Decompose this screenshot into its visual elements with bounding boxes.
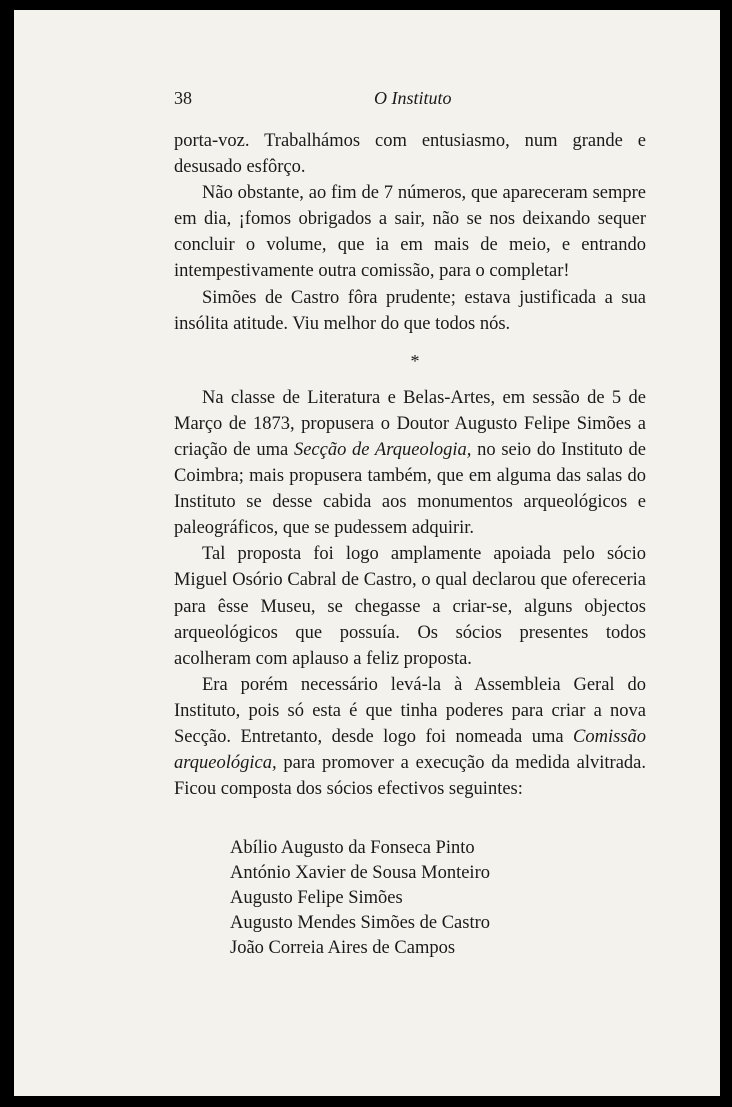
paragraph-5: Tal proposta foi logo amplamente apoiada pelo sócio Miguel Osório Cabral de Castro, o qual declarou que ofereceria para êsse Museu, se chegasse a criar-se, alguns objectos arqueológicos que possuía. Os sócios presentes todos acolheram com aplauso a feliz proposta. bbox=[174, 544, 646, 669]
commission-members-list bbox=[230, 836, 646, 961]
paragraph-1: porta-voz. Trabalhámos com entusiasmo, num grande e desusado esfôrço. bbox=[174, 131, 646, 178]
paragraph-6 bbox=[174, 672, 646, 802]
paragraph-6-text-a: Era porém necessário levá-la à Assembleia Geral do Instituto, pois só esta é que tinha poderes para criar a nova Secção. Entretanto, desde logo foi nomeada uma bbox=[174, 674, 646, 747]
paragraph-3: Simões de Castro fôra prudente; estava justificada a sua insólita atitude. Viu melhor do que todos nós. bbox=[174, 287, 646, 334]
member-item: Augusto Felipe Simões bbox=[230, 888, 403, 909]
book-page bbox=[14, 10, 720, 1096]
member-item: António Xavier de Sousa Monteiro bbox=[230, 863, 490, 884]
paragraph-6-italic: Comissão arqueológica, bbox=[174, 726, 646, 774]
page-number: 38 bbox=[174, 88, 192, 108]
running-title: O Instituto bbox=[374, 88, 452, 108]
paragraph-4-italic: Secção de Arqueologia, bbox=[293, 439, 472, 460]
section-separator-asterisk: * bbox=[410, 350, 420, 371]
paragraph-6-text-b: para promover a execução da medida alvitrada. Ficou composta dos sócios efectivos seguintes: bbox=[174, 753, 646, 800]
paragraph-4-text-a: Na classe de Literatura e Belas-Artes, em sessão de 5 de Março de 1873, propusera o Doutor Augusto Felipe Simões a criação de uma bbox=[174, 387, 646, 460]
page-header bbox=[174, 88, 646, 112]
paragraph-2: Não obstante, ao fim de 7 números, que apareceram sempre em dia, ¡fomos obrigados a sair, não se nos deixando sequer concluir o volume, que ia em mais de meio, e entrando intempestivamente outra comissão, para o completar! bbox=[174, 183, 646, 282]
paragraph-4-text-b: no seio do Instituto de Coimbra; mais propusera também, que em alguma das salas do Instituto se desse cabida aos monumentos arqueológicos e paleográficos, que se pudessem adquirir. bbox=[174, 439, 646, 539]
page-body bbox=[174, 128, 646, 961]
member-item: João Correia Aires de Campos bbox=[230, 938, 456, 959]
member-item: Augusto Mendes Simões de Castro bbox=[230, 913, 491, 934]
paragraph-4 bbox=[174, 385, 646, 542]
member-item: Abílio Augusto da Fonseca Pinto bbox=[230, 838, 475, 859]
